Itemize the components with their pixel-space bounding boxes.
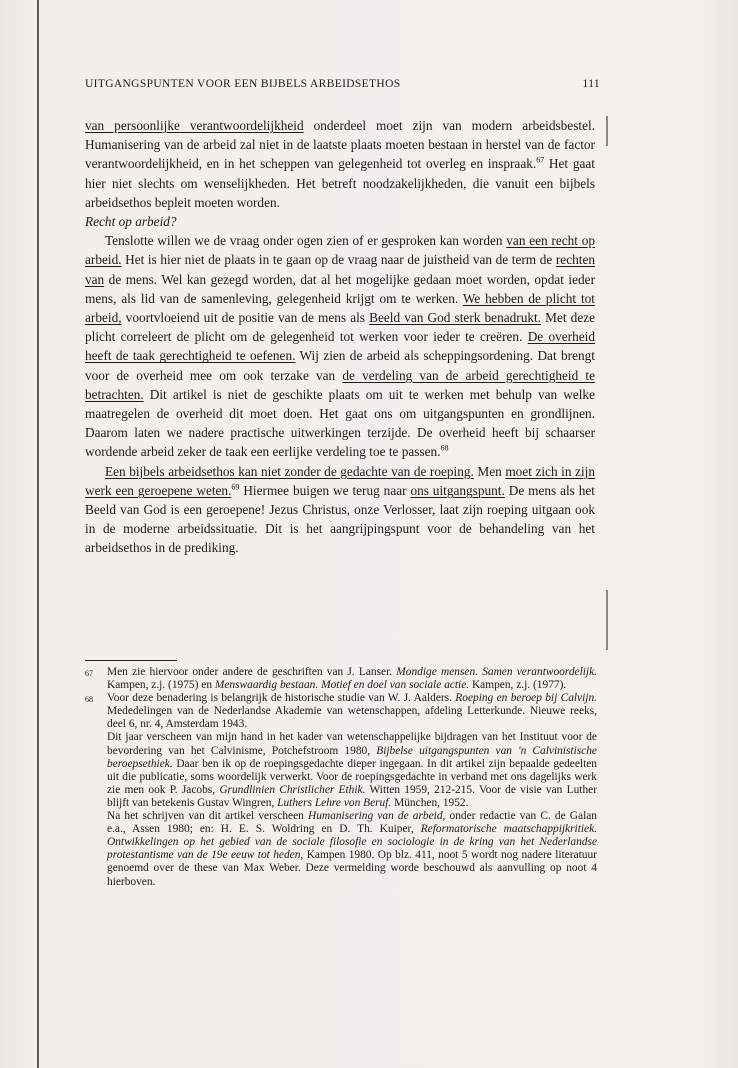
italic-title: Mondige mensen. Samen verantwoordelijk. [396,666,598,678]
italic-title: Menswaardig bestaan. Motief en doel van sociale actie. [214,679,470,692]
text-run: voortvloeiend uit de positie van de mens als [121,310,370,326]
page-number: 111 [582,78,600,90]
footnote-text [107,666,597,692]
text-run: Witten 1959, 212-215. Voor de visie van Luther blijft van betekenis Gustav Wingren, [107,783,597,809]
italic-title: Grundlinien Christlicher Ethik. [219,783,366,796]
underlined-phrase: Een bijbels arbeidsethos kan niet zonder de gedachte van de roeping. [105,463,474,479]
paragraph-2 [85,231,595,461]
footnote-ref-67[interactable]: 67 [536,155,545,165]
footnote-68-continuation [85,810,597,889]
text-run: Daar ben ik op de roepingsgedachte dieper ingegaan. In dit artikel zijn bepaalde gedeelten uit die publicatie, soms woordelijk verwerkt. Voor de roepingsgedachte in verband met ons dagelijks werk zie men ook P. Jacobs, [107,757,597,796]
text-run: Voor deze benadering is belangrijk de historische studie van W. J. Aalders. [107,692,456,705]
underlined-phrase: De overheid heeft de taak gerechtigheid te oefenen. [85,329,595,364]
underlined-phrase: ons uitgangspunt. [410,482,505,498]
text-run: Hiermee buigen we terug naar [239,482,411,498]
binding-edge [37,0,39,1068]
footnote-number: 68 [85,695,93,705]
footnote-rule [85,660,177,661]
text-run: Men [473,463,506,479]
underlined-phrase: We hebben de plicht tot arbeid, [85,290,595,326]
underlined-phrase: van een recht op arbeid. [85,233,595,268]
italic-title: Humanisering van de arbeid, [308,810,446,823]
text-run: Mededelingen van de Nederlandse Akademie van wetenschappen, afdeling Letterkunde. Nieuwe reeks, deel 6, nr. 4, Amsterdam 1943. [107,705,597,731]
text-run: Dit jaar verscheen van mijn hand in het kader van wetenschappelijke bijdragen van het Instituut voor de bevordering van het Calvinisme, Potchefstroom 1980, [107,731,597,757]
paragraph-3 [85,462,595,558]
underlined-phrase: moet zich in zijn werk een geroepene weten. [85,463,595,498]
italic-title: Luthers Lehre von Beruf. [277,796,392,809]
footnote-ref-69[interactable]: 69 [231,482,240,492]
italic-title: Bijbelse uitgangspunten van 'n Calvinistische beroepsethiek. [107,744,597,770]
margin-pencil-mark [606,116,608,146]
running-title: UITGANGSPUNTEN VOOR EEN BIJBELS ARBEIDSETHOS [85,78,401,90]
text-run: Met deze plicht correleert de plicht om de gelegenheid tot werken voor ieder te creëren. [85,310,596,345]
italic-title: Reformatorische maatschappijkritiek. Ontwikkelingen op het gebied van de sociale filosofie en sociologie in de kring van het Nederlandse protestantisme van de 19e eeuw tot heden, [107,823,597,862]
text-run: Na het schrijven van dit artikel verscheen [107,810,308,823]
footnote-ref-68[interactable]: 68 [440,444,449,454]
italic-title: Roeping en beroep bij Calvijn. [455,692,597,705]
footnote-68-continuation [85,731,597,810]
text-run: De mens als het Beeld van God is een geroepene! Jezus Christus, onze Verlosser, laat zijn roeping uitgaan ook in de moderne arbeidssituatie. Dit is het aangrijpingspunt voor de behandeling van het arbeidsethos in de prediking. [85,482,595,556]
section-title: Recht op arbeid? [85,214,177,230]
text-run: Wij zien de arbeid als scheppingsordening. Dat brengt voor de overheid mee om ook terzake van [85,348,595,383]
text-run: Kampen 1980. Op blz. 411, noot 5 wordt nog nadere literatuur genoemd over de these van Max Weber. Deze vermelding worde beschouwd als aanvulling op noot 4 hierboven. [107,849,597,888]
text-run: Kampen, z.j. (1977). [469,679,567,692]
text-run: de mens. Wel kan gezegd worden, dat al het mogelijke gedaan moet worden, opdat ieder mens, als lid van de samenleving, gelegenheid krijgt om te werken. [85,271,595,306]
text-run: onder redactie van C. de Galan e.a., Assen 1980; en: H. E. S. Woldring en D. Th. Kuiper, [107,810,597,836]
body-text [85,116,595,558]
running-header [85,78,600,90]
footnote-67 [85,666,597,692]
underlined-phrase: rechten van [85,252,595,287]
text-run: Het is hier niet de plaats in te gaan op de vraag naar de juistheid van de term de [121,252,556,268]
text-run: Men zie hiervoor onder andere de geschriften van J. Lanser. [107,666,397,678]
footnote-text [107,692,597,731]
footnote-68 [85,692,597,731]
footnote-number: 67 [85,669,93,678]
text-run: Dit artikel is niet de geschikte plaats om uit te werken met behulp van welke maatregelen de overheid dit moet doen. Het gaat ons om uitgangspunten en grondlijnen. Daarom laten we nadere practische uitwerkingen terzijde. De overheid heeft bij schaarser wordende arbeid zeker de taak een eerlijke verdeling toe te passen. [85,386,595,460]
footnotes [85,666,597,889]
margin-pencil-mark [606,590,608,650]
text-run: Tenslotte willen we de vraag onder ogen zien of er gesproken kan worden [105,233,507,249]
underlined-phrase: Beeld van God sterk benadrukt. [369,310,542,326]
underlined-phrase: van persoonlijke verantwoordelijkheid [85,118,304,133]
underlined-phrase: de verdeling van de arbeid gerechtigheid te betrachten. [85,367,595,402]
text-run: onderdeel moet zijn van modern arbeidsbestel. Humanisering van de arbeid zal niet in de laatste plaats moeten bestaan in herstel van de factor verantwoordelijkheid, en in het scheppen van gelegenheid tot overleg en inspraak. [85,118,595,172]
text-run: Kampen, z.j. (1975) en [107,679,215,692]
paragraph-1 [85,116,595,212]
text-run: Het gaat hier niet slechts om wenselijkheden. Het betreft noodzakelijkheden, die vanuit een bijbels arbeidsethos bepleit moeten worden. [85,156,596,210]
text-run: München, 1952. [391,796,469,809]
